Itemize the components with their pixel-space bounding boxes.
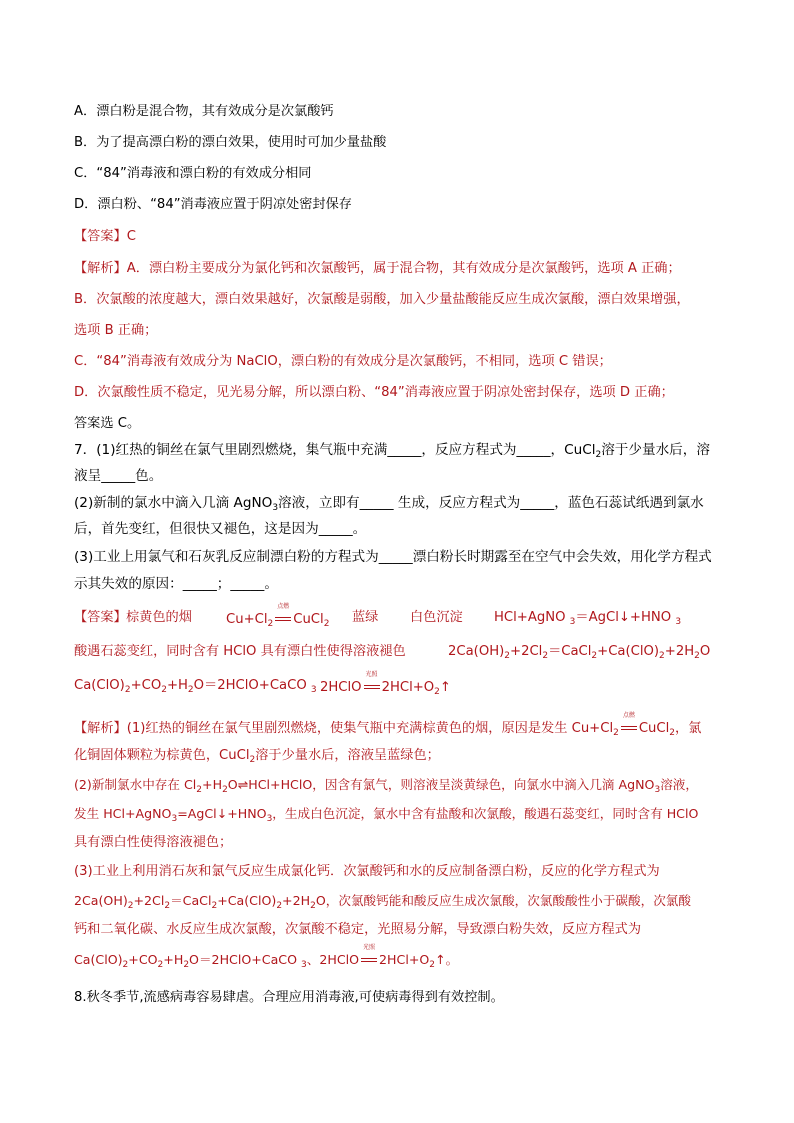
answer-equation-1: $Cu+Cl_2$ 点燃 CuCl$_2$	[226, 603, 330, 629]
answer-equation-5: 2HClO 光照 $2HCl+O_2↑$	[320, 671, 451, 697]
analysis-tag: 【解析】	[74, 721, 127, 736]
q6-analysis-line-2: B．次氯酸的浓度越大，漂白效果越好，次氯酸是弱酸，加入少量盐酸能反应生成次氯酸，漂白效果增强，	[74, 292, 690, 307]
q7-part3-line2: 示其失效的原因：_____；_____。	[74, 576, 278, 592]
q8-text: 8.秋冬季节,流感病毒容易肆虐。合理应用消毒液,可使病毒得到有效控制。	[74, 990, 504, 1005]
q7-answer-line3	[74, 671, 724, 697]
blank: _____	[101, 468, 136, 484]
answer-tag: 【答案】	[74, 229, 127, 244]
q7-analysis-line-2: 化铜固体颗粒为棕黄色，CuCl$_2$溶于少量水后，溶液呈蓝绿色；	[74, 748, 440, 765]
blank: _____	[182, 576, 217, 592]
q7-analysis-line-6: (3)工业上利用消石灰和氯气反应生成氯化钙．次氯酸钙和水的反应制备漂白粉，反应的化学方程式为	[74, 864, 660, 879]
analysis-equation: $2Ca(OH)_2+2Cl_2=CaCl_2+Ca(ClO)_2+2H_2O$	[74, 893, 326, 911]
q7-part3-line1: (3)工业上用氯气和石灰乳反应制漂白粉的方程式为_____漂白粉长时期露至在空气中会失效，用化学方程式	[74, 549, 712, 565]
option-b: B．为了提高漂白粉的漂白效果，使用时可加少量盐酸	[74, 135, 387, 150]
blank: _____	[230, 576, 265, 592]
option-a: A．漂白粉是混合物，其有效成分是次氯酸钙	[74, 104, 334, 119]
q7-analysis-line-4: 发生 $HCl+AgNO_3=AgCl↓+HNO_3$，生成白色沉淀，氯水中含有盐酸和次氯酸，酸遇石蕊变红，同时含有 HClO	[74, 806, 699, 824]
q7-analysis-line-8: 钙和二氧化碳、水反应生成次氯酸，次氯酸不稳定，光照易分解，导致漂白粉失效，反应方程式为	[74, 922, 642, 937]
answer-value: C	[126, 229, 136, 244]
answer-color: 蓝绿	[352, 610, 379, 625]
answer-equation-4: $Ca(ClO)_2+CO_2+H_2O=2HClO+CaCO$ $_3$	[74, 678, 317, 695]
q6-analysis-line-6: 答案选 C。	[74, 416, 141, 431]
q7-part2-line1: (2)新制的氯水中滴入几滴 AgNO$_3$溶液，立即有_____ 生成，反应方程式为_____，蓝色石蕊试纸遇到氯水	[74, 495, 704, 513]
q7-analysis-line-7: $2Ca(OH)_2+2Cl_2=CaCl_2+Ca(ClO)_2+2H_2O$，次氯酸钙能和酸反应生成次氯酸，次氯酸酸性小于碳酸，次氯酸	[74, 893, 691, 911]
q6-analysis-line-1: 【解析】A．漂白粉主要成分为氯化钙和次氯酸钙，属于混合物，其有效成分是次氯酸钙，选项 A 正确；	[74, 261, 681, 276]
q6-analysis-line-3: 选项 B 正确；	[74, 323, 158, 338]
q7-analysis-line-1: 【解析】(1)红热的铜丝在氯气里剧烈燃烧，使集气瓶中充满棕黄色的烟，原因是发生 $Cu+Cl_2$ 点燃 CuCl$_2$，氯	[74, 712, 702, 738]
q6-analysis-line-4: C．“84”消毒液有效成分为 NaClO，漂白粉的有效成分是次氯酸钙，不相同，选项 C 错误；	[74, 354, 612, 369]
answer-precipitate: 白色沉淀	[410, 610, 463, 625]
answer-smoke: 棕黄色的烟	[126, 610, 192, 625]
answer-equation-2: HCl+AgNO $_3$＝AgCl↓+HNO $_3$	[494, 610, 682, 627]
q7-part2-line2: 后，首先变红，但很快又褪色，这是因为_____。	[74, 521, 367, 537]
q7-analysis-line-5: 具有漂白性使得溶液褪色；	[74, 835, 233, 850]
q6-answer	[74, 228, 136, 246]
q7-analysis-line-9: $Ca(ClO)_2+CO_2+H_2O=2HClO+CaCO$ $_3$、2HClO 光照 $2HCl+O_2↑$。	[74, 944, 459, 970]
answer-tag: 【答案】	[74, 610, 127, 625]
option-d: D．漂白粉、“84”消毒液应置于阴凉处密封保存	[74, 197, 352, 212]
q7-part1-line1: 7．(1)红热的铜丝在氯气里剧烈燃烧，集气瓶中充满_____，反应方程式为_____，CuCl$_2$溶于少量水后，溶	[74, 442, 710, 460]
q7-answer-line1	[74, 603, 724, 629]
q7-part1-line2: 液呈_____色。	[74, 468, 163, 484]
blank: _____	[387, 442, 422, 458]
option-c: C．“84”消毒液和漂白粉的有效成分相同	[74, 166, 312, 181]
blank: _____	[359, 495, 394, 511]
analysis-tag: 【解析】	[74, 261, 127, 276]
q6-analysis-line-5: D．次氯酸性质不稳定，见光易分解，所以漂白粉、“84”消毒液应置于阴凉处密封保存，选项 D 正确；	[74, 385, 674, 400]
blank: _____	[378, 549, 413, 565]
blank: _____	[520, 495, 555, 511]
blank: _____	[516, 442, 551, 458]
answer-equation-3: $2Ca(OH)_2+2Cl_2=CaCl_2+Ca(ClO)_2+2H_2O$	[448, 644, 711, 661]
q7-answer-line2	[74, 643, 724, 663]
answer-reason: 酸遇石蕊变红，同时含有 HClO 具有漂白性使得溶液褪色	[74, 644, 406, 659]
blank: _____	[318, 521, 353, 537]
q7-analysis-line-3: (2)新制氯水中存在 $Cl_2+H_2O\rightleftharpoons HCl+HClO$，因含有氯气，则溶液呈淡黄绿色，向氯水中滴入几滴 AgNO$_3$溶液，	[74, 777, 698, 795]
